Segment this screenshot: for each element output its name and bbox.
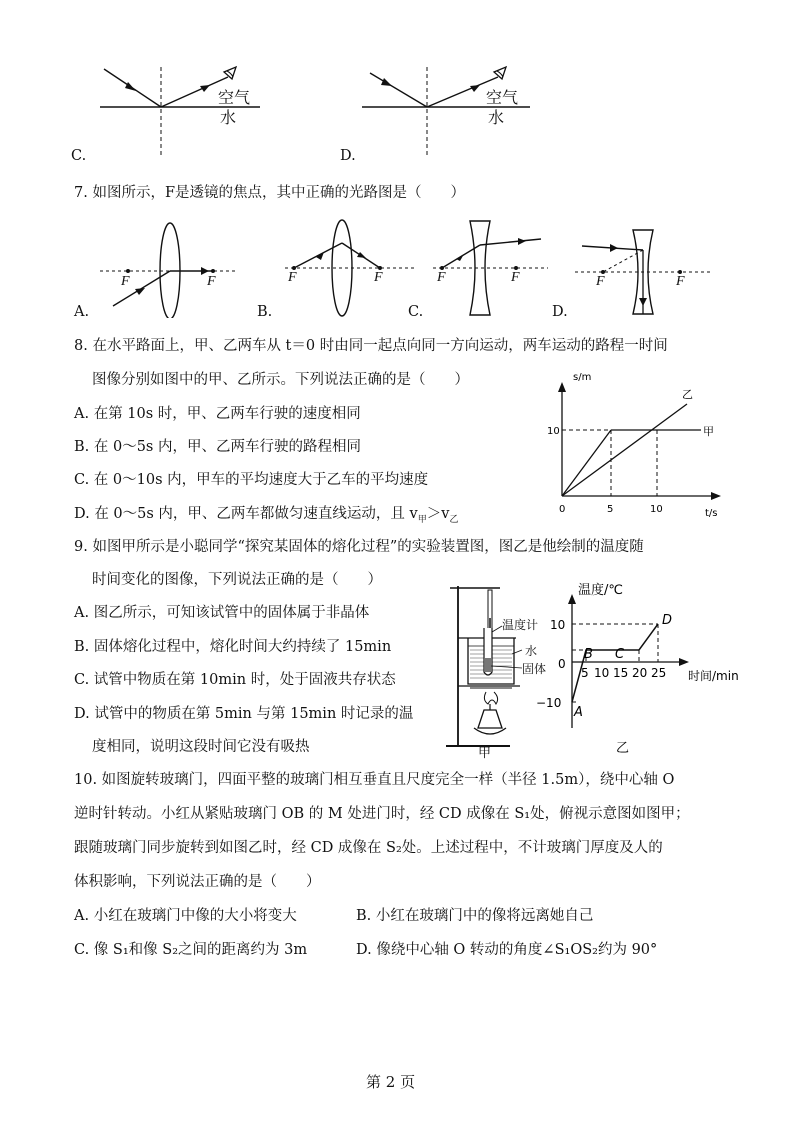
q9-xtick-20: 20 [632,666,648,680]
q10-stem-line4: 体积影响，下列说法正确的是（ ） [74,874,321,890]
q8-line-yi [562,404,687,496]
q10-stem-line3: 跟随玻璃门同步旋转到如图乙时，经 CD 成像在 S₂处。上述过程中，不计玻璃门厚度及人的 [74,840,663,856]
q9-caption-jia: 甲 [478,746,492,761]
q8-option-d-text: D. 在 0～5s 内，甲、乙两车都做匀速直线运动，且 v [74,506,418,522]
q9-option-d-cont: 度相同，说明这段时间它没有吸热 [92,739,310,755]
q7-option-b: B. [257,304,273,320]
q8-graph [545,368,730,520]
q7a-focus-left: F [121,274,130,289]
q10-stem-line2: 逆时针转动。小红从紧贴玻璃门 OB 的 M 处进门时，经 CD 成像在 S₁处，俯视示意图如图甲； [74,806,690,822]
q9-point-c: C [615,647,625,662]
q9-xlabel: 时间/min [688,669,739,683]
q7-diagram-b [280,218,420,318]
q7-stem: 7. 如图所示，F是透镜的焦点，其中正确的光路图是（ ） [74,185,466,201]
q9-solid-label: 固体 [522,662,547,676]
q10-option-b: B. 小红在玻璃门中的像将远离她自己 [356,908,594,924]
q8-option-d [74,504,458,530]
q6c-water-label: 水 [220,108,237,127]
q7-diagram-a [95,218,240,318]
q8-option-b: B. 在 0～5s 内，甲、乙两车行驶的路程相同 [74,439,361,455]
q7c-focus-left: F [437,270,446,285]
q9-point-b: B [584,647,593,662]
q9-stem-line1: 9. 如图甲所示是小聪同学“探究某固体的熔化过程”的实验装置图，图乙是他绘制的温度随 [74,539,644,555]
q7b-focus-right: F [374,270,383,285]
q9-thermometer-label: 温度计 [502,618,539,632]
q10-stem-line1: 10. 如图旋转玻璃门，四面平整的玻璃门相互垂直且尺度完全一样（半径 1.5m），绕中心轴 O [74,772,675,788]
q8-stem-line2: 图像分别如图中的甲、乙所示。下列说法正确的是（ ） [92,372,469,388]
q8-xtick-5: 5 [607,504,614,515]
q9-ytick-neg: −10 [536,696,562,710]
q9-ytick-zero: 0 [558,657,566,671]
q9-curve [572,624,658,702]
q8-option-a: A. 在第 10s 时，甲、乙两车行驶的速度相同 [74,406,361,422]
q6-option-d: D. [340,148,356,164]
q8-option-c: C. 在 0～10s 内，甲车的平均速度大于乙车的平均速度 [74,472,429,488]
q8-origin: 0 [559,504,566,515]
q6-option-c: C. [71,148,87,164]
q9-caption-yi: 乙 [616,741,630,756]
q7-option-a: A. [74,304,90,320]
q8-ytick-10: 10 [547,426,560,437]
q8-option-d-sub2: 乙 [449,514,459,525]
q7-diagram-d [570,218,715,318]
q10-option-d: D. 像绕中心轴 O 转动的角度∠S₁OS₂约为 90° [356,942,658,958]
q7b-focus-left: F [288,270,297,285]
q8-option-d-sub1: 甲 [417,514,427,525]
q8-label-yi: 乙 [682,388,693,401]
q8-ylabel: s/m [573,372,592,383]
q9-ylabel: 温度/℃ [578,583,623,598]
q10-option-c: C. 像 S₁和像 S₂之间的距离约为 3m [74,942,308,958]
q9-xtick-15: 15 [613,666,629,680]
q9-point-d: D [662,613,673,628]
q9-xtick-5: 5 [581,666,589,680]
q7-diagram-c [428,218,553,318]
q9-option-a: A. 图乙所示，可知该试管中的固体属于非晶体 [74,605,370,621]
q7c-focus-right: F [511,270,520,285]
q7-option-c: C. [408,304,424,320]
q8-line-jia [562,430,611,496]
q6d-water-label: 水 [488,108,505,127]
q7d-focus-right: F [676,274,685,289]
q9-option-c: C. 试管中物质在第 10min 时，处于固液共存状态 [74,672,396,688]
q9-point-a: A [574,705,583,720]
q7a-focus-right: F [207,274,216,289]
q7-option-d: D. [552,304,568,320]
q8-xtick-10: 10 [650,504,663,515]
q9-option-d: D. 试管中的物质在第 5min 与第 15min 时记录的温 [74,706,414,722]
q6-diagram-c [60,55,290,165]
q8-xlabel: t/s [705,508,718,519]
q9-xtick-10: 10 [594,666,610,680]
q7d-focus-left: F [596,274,605,289]
page-number: 第 2 页 [366,1073,416,1091]
q9-water-label: 水 [525,644,538,658]
q10-option-a: A. 小红在玻璃门中像的大小将变大 [74,908,297,924]
q8-label-jia: 甲 [703,425,714,438]
q9-ytick-pos: 10 [550,618,566,632]
q8-stem-line1: 8. 在水平路面上，甲、乙两车从 t＝0 时由同一起点向同一方向运动，两车运动的路程一时间 [74,338,668,354]
q6c-air-label: 空气 [218,88,251,107]
q9-graph [530,578,750,758]
q9-xtick-25: 25 [651,666,667,680]
q9-stem-line2: 时间变化的图像，下列说法正确的是（ ） [92,572,382,588]
q9-option-b: B. 固体熔化过程中，熔化时间大约持续了 15min [74,639,392,655]
q8-option-d-gt: ＞v [426,506,450,522]
q6d-air-label: 空气 [486,88,519,107]
q6-diagram-d [330,55,560,165]
